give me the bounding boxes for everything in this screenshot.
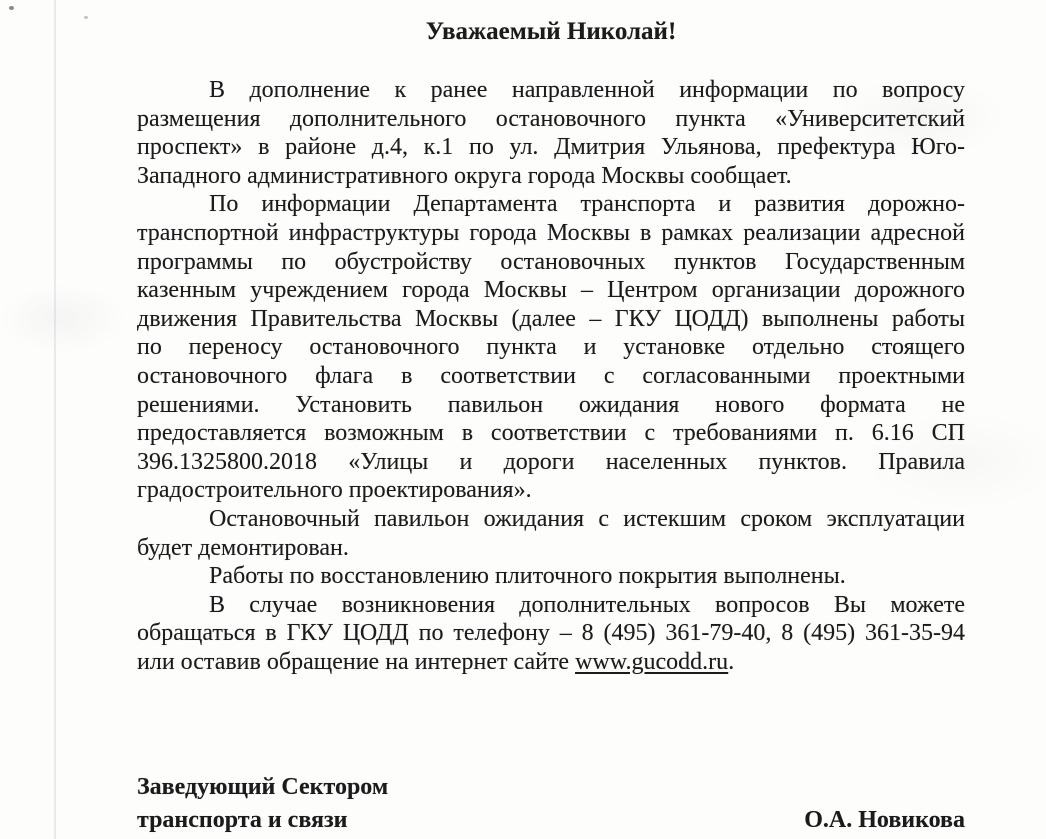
text-line: или оставив обращение на интернет сайте www.gucodd.ru.	[137, 648, 735, 675]
text-line: проспект» в районе д.4, к.1 по ул. Дмитрия Ульянова, префектура Юго-	[137, 134, 965, 161]
text-line: В случае возникновения дополнительных вопросов Вы можете	[209, 591, 965, 618]
text-line: размещения дополнительного остановочного пункта «Университетский	[137, 105, 965, 132]
paragraph	[137, 76, 965, 190]
letter-salutation: Уважаемый Николай!	[425, 18, 677, 45]
scanner-streak-artifact	[54, 0, 56, 839]
text-line: В дополнение к ранее направленной информации по вопросу	[209, 77, 965, 103]
text-line: Западного административного округа города Москвы сообщает.	[137, 162, 792, 189]
letter-body	[137, 76, 965, 676]
text-line: Работы по восстановлению плиточного покрытия выполнены.	[209, 563, 846, 590]
paragraph	[137, 190, 965, 505]
paragraph	[137, 562, 965, 591]
paragraph	[137, 505, 965, 562]
signatory-position-line2: транспорта и связи	[137, 807, 348, 834]
text-line: казенным учреждением города Москвы – Центром организации дорожного	[137, 277, 965, 304]
text-line: по переносу остановочного пункта и установке отдельно стоящего	[137, 334, 965, 361]
scan-speck	[84, 16, 88, 19]
signature-row	[137, 804, 965, 837]
text-line: движения Правительства Москвы (далее – ГКУ ЦОДД) выполнены работы	[137, 305, 965, 332]
paragraph	[137, 591, 965, 677]
text-line: остановочного флага в соответствии с согласованными проектными	[137, 362, 965, 389]
signature-block	[137, 771, 965, 837]
text-line: По информации Департамента транспорта и развития дорожно-	[209, 191, 965, 218]
scan-speck	[9, 6, 14, 10]
text-line: обращаться в ГКУ ЦОДД по телефону – 8 (495) 361-79-40, 8 (495) 361-35-94	[137, 620, 965, 647]
signatory-name: О.А. Новикова	[804, 807, 965, 834]
text-line: Остановочный павильон ожидания с истекшим сроком эксплуатации	[209, 505, 965, 532]
website-link[interactable]: www.gucodd.ru	[575, 648, 729, 675]
text-line: будет демонтирован.	[137, 534, 349, 561]
text-line: предоставляется возможным в соответствии с требованиями п. 6.16 СП	[137, 420, 965, 447]
text-line: градостроительного проектирования».	[137, 477, 532, 504]
text-line: программы по обустройству остановочных пунктов Государственным	[137, 248, 965, 275]
signatory-position-line1: Заведующий Сектором	[137, 774, 389, 801]
text-line: транспортной инфраструктуры города Москвы в рамках реализации адресной	[137, 219, 965, 246]
text-line: решениями. Установить павильон ожидания нового формата не	[137, 391, 965, 418]
text-line: 396.1325800.2018 «Улицы и дороги населенных пунктов. Правила	[137, 448, 965, 475]
